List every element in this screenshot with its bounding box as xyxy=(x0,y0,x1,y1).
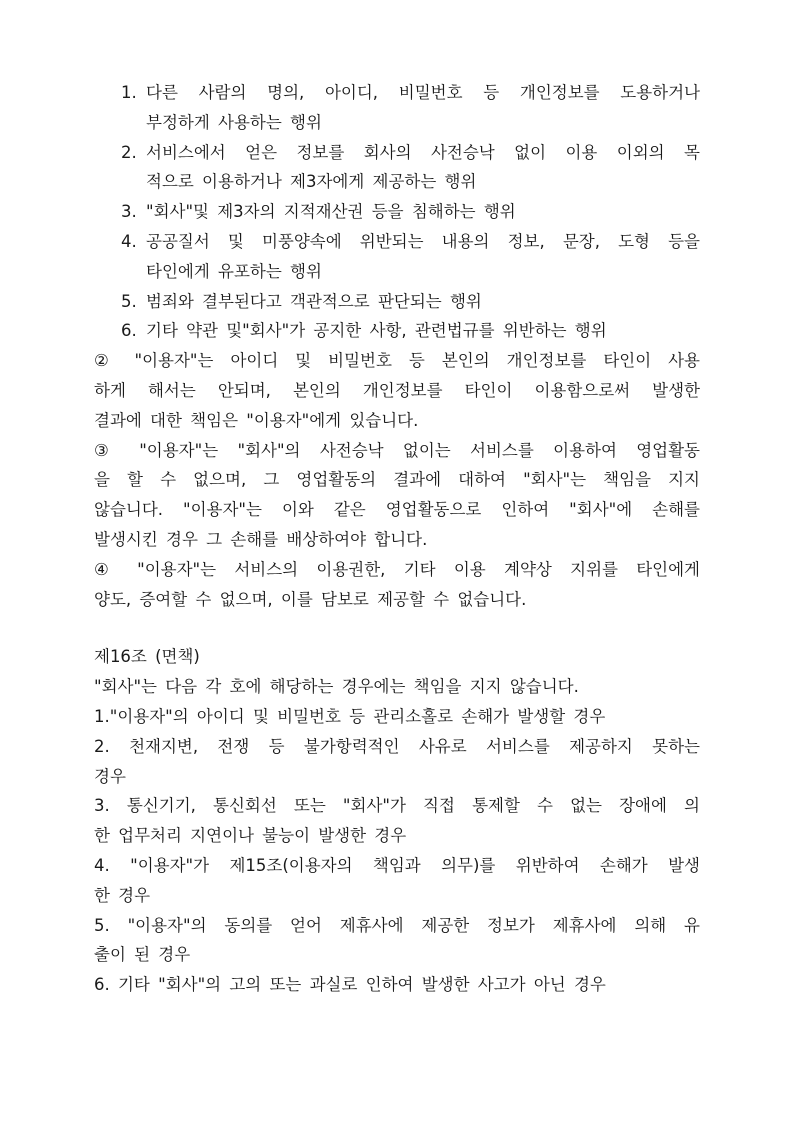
list-number: 6. xyxy=(121,321,137,341)
list-number: 5. xyxy=(121,291,137,311)
exemption-item-continuation: 한 경우 xyxy=(94,885,151,905)
list-item: 5. 범죄와 결부된다고 객관적으로 판단되는 행위 xyxy=(94,287,700,317)
exemption-item: 1."이용자"의 아이디 및 비밀번호 등 관리소홀로 손해가 발생할 경우 xyxy=(94,706,606,726)
obligation-paragraph: ④ "이용자"는 서비스의 이용권한, 기타 이용 계약상 지위를 타인에게 양도, 증여할 수 없으며, 이를 담보로 제공할 수 없습니다. xyxy=(94,559,700,609)
exemption-item: 3. 통신기기, 통신회선 또는 "회사"가 직접 통제할 수 없는 장애에 의 xyxy=(94,796,700,816)
list-item-continuation: 부정하게 사용하는 행위 xyxy=(146,112,322,132)
list-number: 3. xyxy=(121,202,137,222)
section-spacer xyxy=(94,614,700,642)
list-item: 4. 공공질서 및 미풍양속에 위반되는 내용의 정보, 문장, 도형 등을 xyxy=(94,227,700,257)
article-16 xyxy=(94,642,700,1000)
list-item: 1. 다른 사람의 명의, 아이디, 비밀번호 등 개인정보를 도용하거나 xyxy=(94,78,700,108)
exemption-item-continuation: 한 업무처리 지연이나 불능이 발생한 경우 xyxy=(94,826,407,846)
exemption-item: 5. "이용자"의 동의를 얻어 제휴사에 제공한 정보가 제휴사에 의해 유 xyxy=(94,915,700,935)
document-page xyxy=(94,78,700,1000)
exemption-item: 4. "이용자"가 제15조(이용자의 책임과 의무)를 위반하여 손해가 발생 xyxy=(94,855,700,875)
list-item: 3. "회사"및 제3자의 지적재산권 등을 침해하는 행위 xyxy=(94,197,700,227)
list-number: 2. xyxy=(121,142,137,162)
exemption-item-continuation: 경우 xyxy=(94,766,126,786)
obligation-paragraph: ③ "이용자"는 "회사"의 사전승낙 없이는 서비스를 이용하여 영업활동 을 할 수 없으며, 그 영업활동의 결과에 대하여 "회사"는 책임을 지지 않습니다. "이용자"는 이와 같은 영업활동으로 인하여 "회사"에 손해를 발생시킨 경우 그 손해를 배상하여야 합니다. xyxy=(94,440,700,549)
obligation-paragraph: ② "이용자"는 아이디 및 비밀번호 등 본인의 개인정보를 타인이 사용 하게 해서는 안되며, 본인의 개인정보를 타인이 이용함으로써 발생한 결과에 대한 책임은 "이용자"에게 있습니다. xyxy=(94,351,700,430)
prohibited-acts-list xyxy=(94,78,700,346)
exemption-item: 2. 천재지변, 전쟁 등 불가항력적인 사유로 서비스를 제공하지 못하는 xyxy=(94,736,700,756)
list-number: 1. xyxy=(121,83,137,102)
list-item: 6. 기타 약관 및"회사"가 공지한 사항, 관련법규를 위반하는 행위 xyxy=(94,316,700,346)
list-number: 4. xyxy=(121,231,137,251)
article-title: 제16조 (면책) xyxy=(94,647,200,667)
article-intro: "회사"는 다음 각 호에 해당하는 경우에는 책임을 지지 않습니다. xyxy=(94,677,579,697)
exemption-item-continuation: 출이 된 경우 xyxy=(94,945,191,965)
list-item: 2. 서비스에서 얻은 정보를 회사의 사전승낙 없이 이용 이외의 목 xyxy=(94,138,700,168)
list-item-continuation: 타인에게 유포하는 행위 xyxy=(146,261,322,281)
list-item-continuation: 적으로 이용하거나 제3자에게 제공하는 행위 xyxy=(146,172,477,192)
exemption-item: 6. 기타 "회사"의 고의 또는 과실로 인하여 발생한 사고가 아닌 경우 xyxy=(94,975,606,995)
